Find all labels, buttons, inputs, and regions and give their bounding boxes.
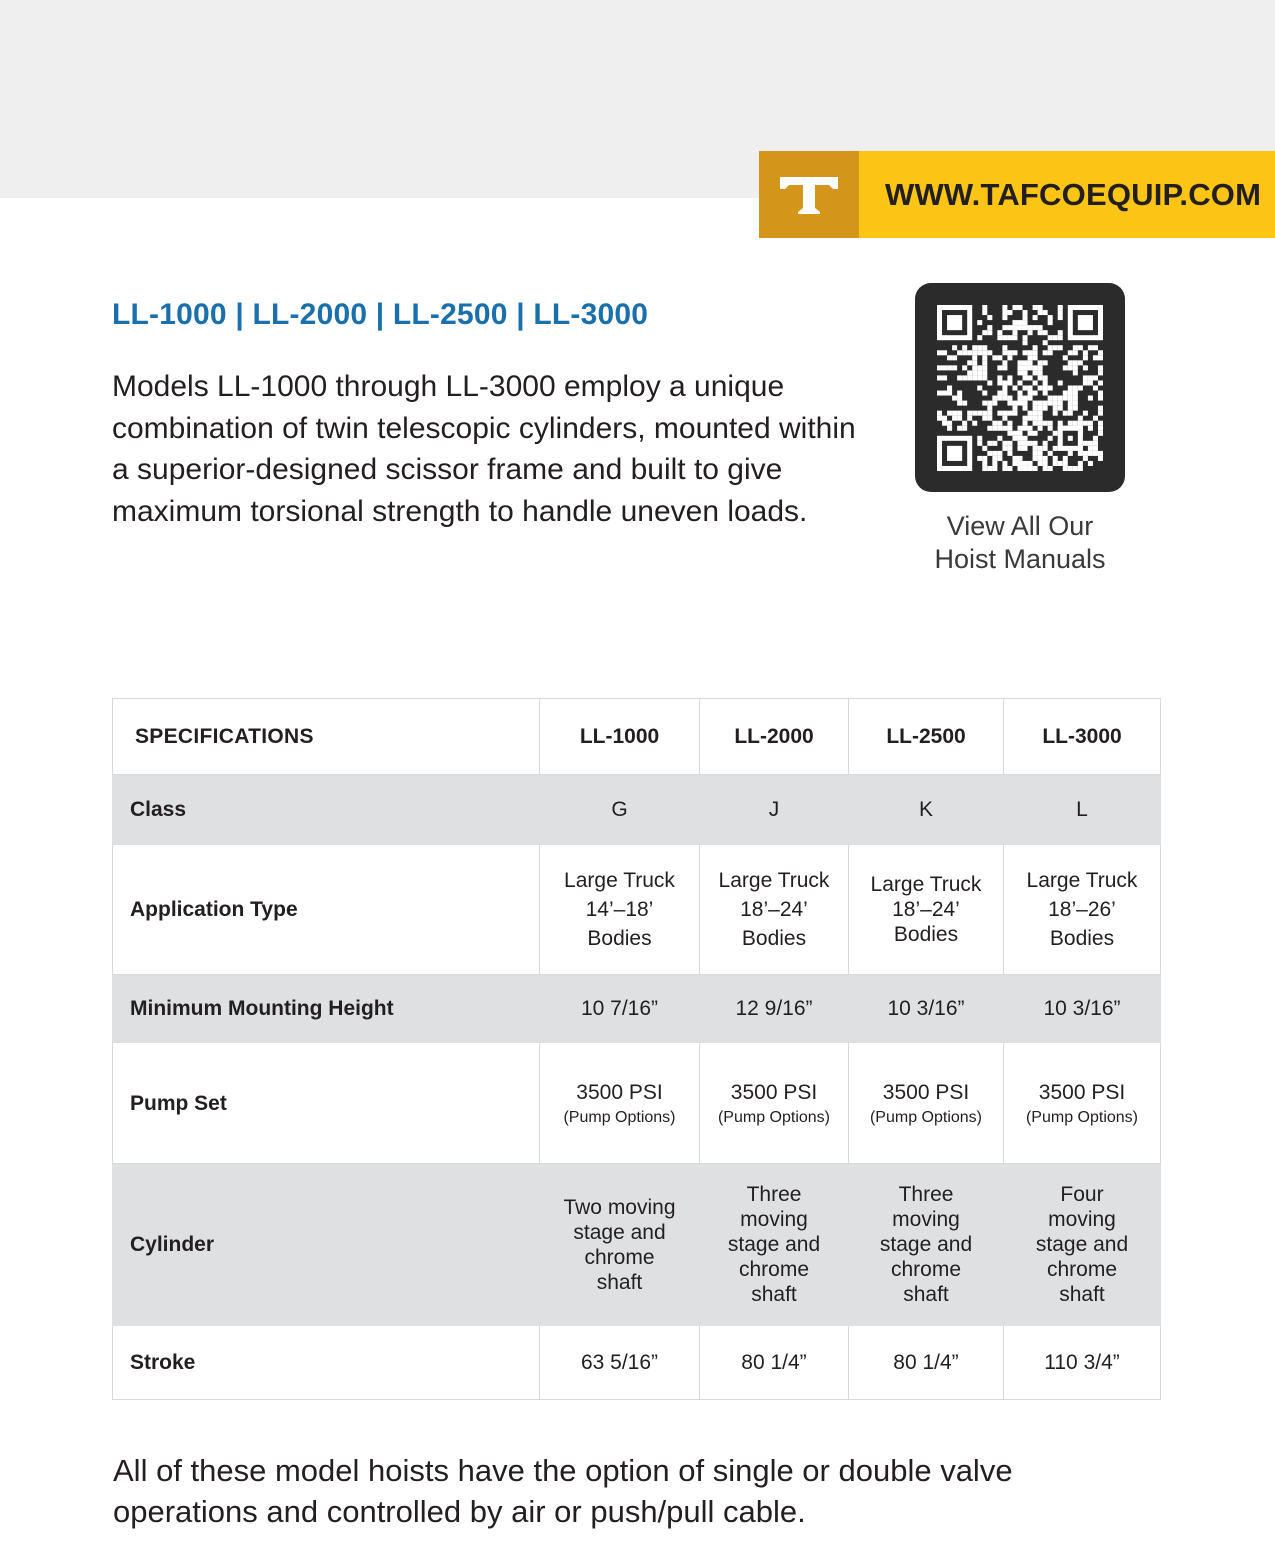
cell-line: Large Truck (564, 869, 675, 892)
brand-bar (759, 151, 1275, 238)
table-cell: 63 5/16” (540, 1326, 700, 1400)
table-cell: J (700, 775, 849, 845)
cell-line: 3500 PSI (576, 1080, 663, 1104)
cell-line: 3500 PSI (1038, 1080, 1126, 1104)
cell-line: Four (1060, 1183, 1104, 1206)
table-cell: 10 3/16” (1004, 975, 1161, 1043)
cell-line: stage and (573, 1220, 666, 1244)
cell-line: moving (1048, 1208, 1116, 1231)
cell-line: chrome (738, 1258, 810, 1281)
intro-paragraph: Models LL-1000 through LL-3000 employ a unique combination of twin telescopic cylinders, mounted within a superior-designed scissor frame and built to give maximum torsional strength to handle uneven loads. (112, 370, 856, 528)
pump-options-note: (Pump Options) (717, 1108, 831, 1126)
row-label: Pump Set (113, 1043, 540, 1164)
cell-line: Large Truck (870, 873, 982, 896)
table-cell (1004, 1164, 1161, 1326)
cell-line: chrome (890, 1258, 962, 1281)
table-cell: 110 3/4” (1004, 1326, 1161, 1400)
pump-options-note: (Pump Options) (563, 1108, 676, 1126)
specifications-title: SPECIFICATIONS (113, 699, 540, 775)
cell-line: Bodies (741, 927, 807, 950)
qr-code[interactable] (915, 283, 1125, 492)
cell-line: Large Truck (718, 869, 830, 892)
table-cell: 80 1/4” (849, 1326, 1004, 1400)
qr-caption-line2: Hoist Manuals (934, 544, 1106, 574)
cell-line: Three (898, 1183, 954, 1206)
cell-line: stage and (1035, 1233, 1129, 1256)
table-cell: 10 7/16” (540, 975, 700, 1043)
cell-line: 18’–26’ (1048, 898, 1116, 921)
qr-caption-line1: View All Our (946, 511, 1094, 541)
pump-options-note: (Pump Options) (869, 1108, 983, 1126)
row-label: Minimum Mounting Height (113, 975, 540, 1043)
pump-options-note: (Pump Options) (1025, 1108, 1139, 1126)
cell-line: shaft (596, 1270, 643, 1294)
cell-line: chrome (1046, 1258, 1118, 1281)
model-column-header: LL-2500 (849, 699, 1004, 775)
model-column-header: LL-3000 (1004, 699, 1161, 775)
table-cell (540, 1164, 700, 1326)
table-cell: K (849, 775, 1004, 845)
cell-line: stage and (879, 1233, 973, 1256)
table-cell (700, 1043, 849, 1164)
table-cell (1004, 845, 1161, 975)
table-cell (540, 1043, 700, 1164)
table-cell (1004, 1043, 1161, 1164)
cell-line: chrome (584, 1245, 655, 1269)
table-cell: 10 3/16” (849, 975, 1004, 1043)
row-label: Class (113, 775, 540, 845)
table-cell: G (540, 775, 700, 845)
cell-line: shaft (903, 1283, 949, 1306)
cell-line: 3500 PSI (730, 1080, 818, 1104)
cell-line: Two moving (563, 1195, 676, 1219)
model-heading: LL-1000 | LL-2000 | LL-2500 | LL-3000 (112, 298, 649, 331)
cell-line: stage and (727, 1233, 821, 1256)
logo-t-icon (778, 175, 840, 215)
cell-line: 18’–24’ (740, 898, 808, 921)
tafco-logo (759, 151, 859, 238)
table-cell (849, 1164, 1004, 1326)
table-row-cylinder (113, 1164, 1161, 1326)
cell-line: Bodies (893, 923, 959, 946)
cell-line: Bodies (1049, 927, 1115, 950)
row-label: Cylinder (113, 1164, 540, 1326)
table-row-min-mounting-height (113, 975, 1161, 1043)
cell-line: Three (746, 1183, 802, 1206)
table-row-class (113, 775, 1161, 845)
row-label: Stroke (113, 1326, 540, 1400)
website-link[interactable]: WWW.TAFCOEQUIP.COM (859, 151, 1275, 238)
cell-line: 18’–24’ (892, 898, 960, 921)
model-column-header: LL-1000 (540, 699, 700, 775)
cell-line: moving (740, 1208, 808, 1231)
footer-paragraph: All of these model hoists have the option of single or double valve operations and controlled by air or push/pull cable. (113, 1453, 1013, 1529)
table-cell: 80 1/4” (700, 1326, 849, 1400)
table-row-stroke (113, 1326, 1161, 1400)
table-cell (700, 1164, 849, 1326)
table-cell (849, 845, 1004, 975)
qr-caption (900, 510, 1140, 576)
qr-code-icon (937, 305, 1103, 471)
cell-line: 3500 PSI (882, 1080, 970, 1104)
table-cell (540, 845, 700, 975)
cell-line: Large Truck (1026, 869, 1138, 892)
model-column-header: LL-2000 (700, 699, 849, 775)
table-cell: 12 9/16” (700, 975, 849, 1043)
cell-line: Bodies (587, 927, 652, 950)
cell-line: 14’–18’ (585, 898, 654, 921)
table-row-application-type (113, 845, 1161, 975)
table-cell (849, 1043, 1004, 1164)
specifications-table (112, 698, 1161, 1400)
cell-line: moving (892, 1208, 960, 1231)
row-label: Application Type (113, 845, 540, 975)
cell-line: shaft (1059, 1283, 1105, 1306)
cell-line: shaft (751, 1283, 797, 1306)
table-cell: L (1004, 775, 1161, 845)
table-cell (700, 845, 849, 975)
table-row-pump-set (113, 1043, 1161, 1164)
table-header-row (113, 699, 1161, 775)
